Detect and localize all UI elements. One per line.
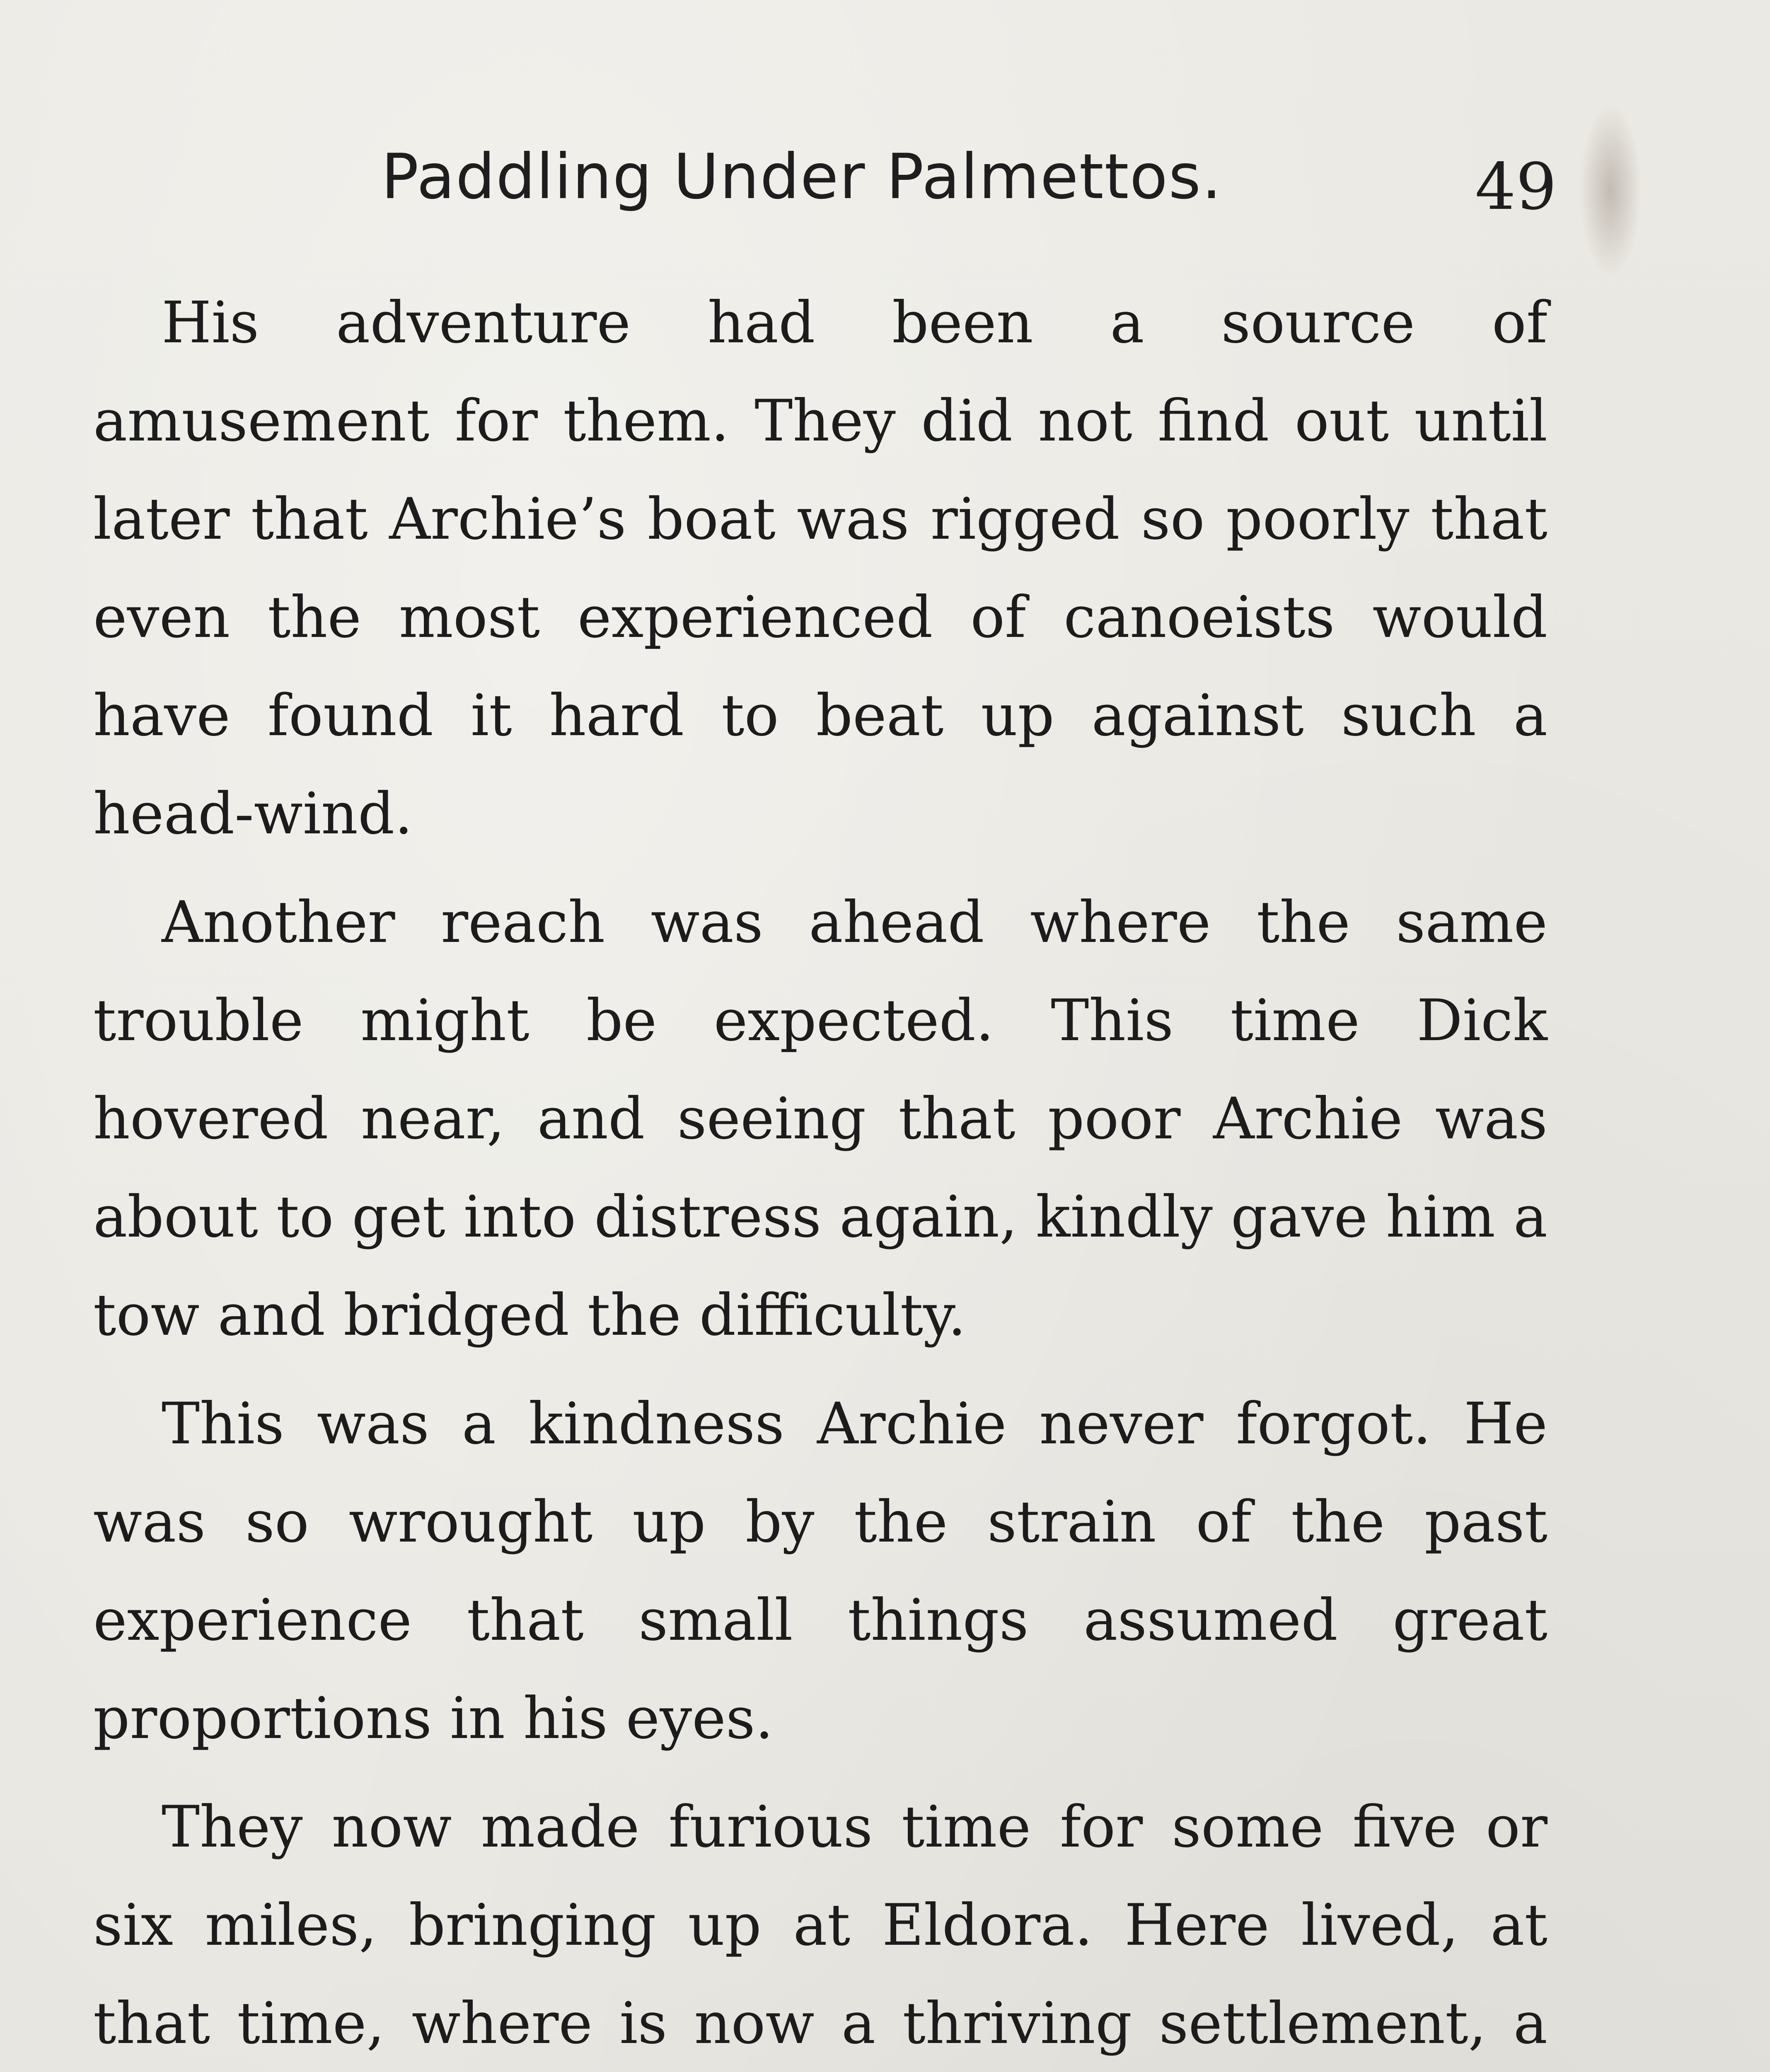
paragraph: This was a kindness Archie never forgot. He was so wrought up by the strain of the past experience that small things assumed great proportions in his eyes. (93, 1390, 1548, 1752)
running-title: Paddling Under Palmettos. (381, 141, 1223, 213)
page-header (0, 141, 1770, 240)
paragraph: His adventure had been a source of amusement for them. They did not find out until later that Archie’s boat was rigged so poorly that even the most experienced of canoeists would have found it hard to beat up against such a head-wind. (93, 289, 1548, 847)
body-text (93, 274, 1548, 2072)
paragraph: They now made furious time for some five or six miles, bringing up at Eldora. Here lived, at that time, where is now a thriving settlement, a (93, 1794, 1548, 2057)
paragraph: Another reach was ahead where the same trouble might be expected. This time Dick hovered near, and seeing that poor Archie was about to get into distress again, kindly gave him a tow and bridged the difficulty. (93, 889, 1548, 1348)
page-number: 49 (1475, 149, 1557, 224)
